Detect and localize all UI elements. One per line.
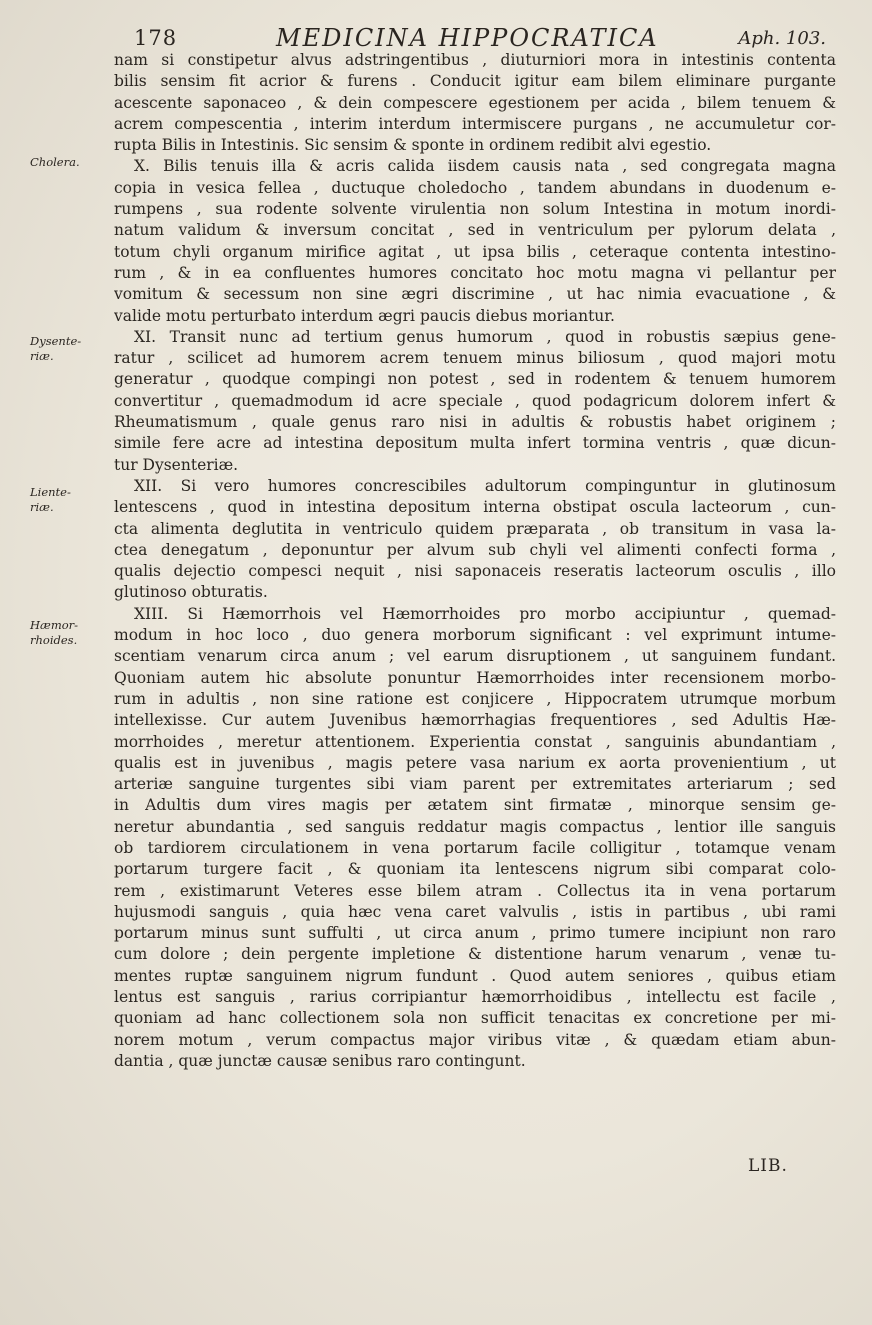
text-line: mentes ruptæ sanguinem nigrum fundunt . Quod autem seniores , quibus etiam <box>114 966 836 985</box>
text-line: totum chyli organum mirifice agitat , ut ipsa bilis , ceteraque contenta intestino- <box>114 242 836 261</box>
text-line: quoniam ad hanc collectionem sola non sufficit tenacitas ex concretione per mi- <box>114 1009 836 1028</box>
text-line: rum , & in ea confluentes humores concitato hoc motu magna vi pellantur per <box>114 263 836 282</box>
text-line: portarum minus sunt suffulti , ut circa anum , primo tumere incipiunt non raro <box>114 924 836 943</box>
text-line: qualis est in juvenibus , magis petere vasa narium ex aorta provenientium , ut <box>114 753 836 772</box>
text-line: acescente saponaceo , & dein compescere egestionem per acida , bilem tenuem & <box>114 93 836 112</box>
margin-note-dysenteriae-1: Dysente- <box>30 334 82 348</box>
text-line: simile fere acre ad intestina depositum multa infert tormina ventris , quæ dicun- <box>114 434 836 453</box>
text-line: Rheumatismum , quale genus raro nisi in adultis & robustis habet originem ; <box>114 413 836 432</box>
running-title: MEDICINA HIPPOCRATICA <box>276 24 659 52</box>
margin-note-haemorrhoides-2: rhoides. <box>30 633 78 647</box>
text-line: scentiam venarum circa anum ; vel earum disruptionem , ut sanguinem fundant. <box>114 647 836 666</box>
text-line: cta alimenta deglutita in ventriculo quidem præparata , ob transitum in vasa la- <box>114 519 836 538</box>
text-line: convertitur , quemadmodum id acre speciale , quod podagricum dolorem infert & <box>114 391 836 410</box>
text-line: bilis sensim fit acrior & furens . Conducit igitur eam bilem eliminare purgante <box>114 72 836 91</box>
text-line: ob tardiorem circulationem in vena portarum facile colligitur , totamque venam <box>114 838 836 857</box>
text-line: valide motu perturbato interdum ægri paucis diebus moriantur. <box>114 306 615 325</box>
text-line: rum in adultis , non sine ratione est conjicere , Hippocratem utrumque morbum <box>114 689 836 708</box>
text-line: rupta Bilis in Intestinis. Sic sensim & sponte in ordinem redibit alvi egestio. <box>114 136 712 155</box>
margin-note-lienteriae-1: Liente- <box>30 485 71 499</box>
text-line: morrhoides , meretur attentionem. Experientia constat , sanguinis abundantiam , <box>114 732 836 751</box>
paragraph-xii-start: XII. Si vero humores concrescibiles adultorum compinguntur in glutinosum <box>134 476 836 495</box>
text-line: hujusmodi sanguis , quia hæc vena caret valvulis , istis in partibus , ubi rami <box>114 902 836 921</box>
margin-note-haemorrhoides-1: Hæmor- <box>30 618 79 632</box>
text-line: copia in vesica fellea , ductuque choledocho , tandem abundans in duodenum e- <box>114 178 836 197</box>
paragraph-xi-start: XI. Transit nunc ad tertium genus humorum , quod in robustis sæpius gene- <box>134 327 836 346</box>
page-number: 178 <box>134 26 178 50</box>
aphorism-reference: Aph. 103. <box>738 28 826 49</box>
margin-note-lienteriae-2: riæ. <box>30 500 54 514</box>
text-line: lentescens , quod in intestina depositum interna obstipat oscula lacteorum , cun- <box>114 498 836 517</box>
text-line: arteriæ sanguine turgentes sibi viam parent per extremitates arteriarum ; sed <box>114 775 836 794</box>
text-line: modum in hoc loco , duo genera morborum significant : vel exprimunt intume- <box>114 626 836 645</box>
text-line: neretur abundantia , sed sanguis reddatur magis compactus , lentior ille sanguis <box>114 817 836 836</box>
paragraph-xiii-start: XIII. Si Hæmorrhois vel Hæmorrhoides pro morbo accipiuntur , quemad- <box>134 604 836 623</box>
text-line: lentus est sanguis , rarius corripiantur hæmorrhoidibus , intellectu est facile , <box>114 988 836 1007</box>
text-line: Quoniam autem hic absolute ponuntur Hæmorrhoides inter recensionem morbo- <box>114 668 836 687</box>
text-line: dantia , quæ junctæ causæ senibus raro contingunt. <box>114 1051 526 1070</box>
text-line: rumpens , sua rodente solvente virulentia non solum Intestina in motum inordi- <box>114 200 836 219</box>
catchword: LIB. <box>748 1156 788 1176</box>
text-line: acrem compescentia , interim interdum intermiscere purgans , ne accumuletur cor- <box>114 114 836 133</box>
text-line: natum validum & inversum concitat , sed in ventriculum per pylorum delata , <box>114 221 836 240</box>
text-line: ctea denegatum , deponuntur per alvum sub chyli vel alimenti confecti forma , <box>114 540 836 559</box>
text-line: generatur , quodque compingi non potest , sed in rodentem & tenuem humorem <box>114 370 836 389</box>
text-line: tur Dysenteriæ. <box>114 455 239 474</box>
text-line: glutinoso obturatis. <box>114 583 268 602</box>
text-line: qualis dejectio compesci nequit , nisi saponaceis reseratis lacteorum osculis , illo <box>114 562 836 581</box>
text-line: norem motum , verum compactus major viribus vitæ , & quædam etiam abun- <box>114 1030 836 1049</box>
text-line: vomitum & secessum non sine ægri discrimine , ut hac nimia evacuatione , & <box>114 285 836 304</box>
paragraph-x-start: X. Bilis tenuis illa & acris calida iisdem causis nata , sed congregata magna <box>134 157 836 176</box>
text-line: portarum turgere facit , & quoniam ita lentescens nigrum sibi comparat colo- <box>114 860 836 879</box>
margin-note-dysenteriae-2: riæ. <box>30 349 54 363</box>
margin-note-cholera: Cholera. <box>30 155 80 169</box>
text-line: nam si constipetur alvus adstringentibus , diuturniori mora in intestinis contenta <box>114 51 836 69</box>
text-line: ratur , scilicet ad humorem acrem tenuem minus biliosum , quod majori motu <box>114 349 836 368</box>
body-text <box>114 50 836 1072</box>
text-line: rem , existimarunt Veteres esse bilem atram . Collectus ita in vena portarum <box>114 881 836 900</box>
text-line: intellexisse. Cur autem Juvenibus hæmorrhagias frequentiores , sed Adultis Hæ- <box>114 711 836 730</box>
text-line: cum dolore ; dein pergente impletione & distentione harum venarum , venæ tu- <box>114 945 836 964</box>
text-line: in Adultis dum vires magis per ætatem sint firmatæ , minorque sensim ge- <box>114 796 836 815</box>
